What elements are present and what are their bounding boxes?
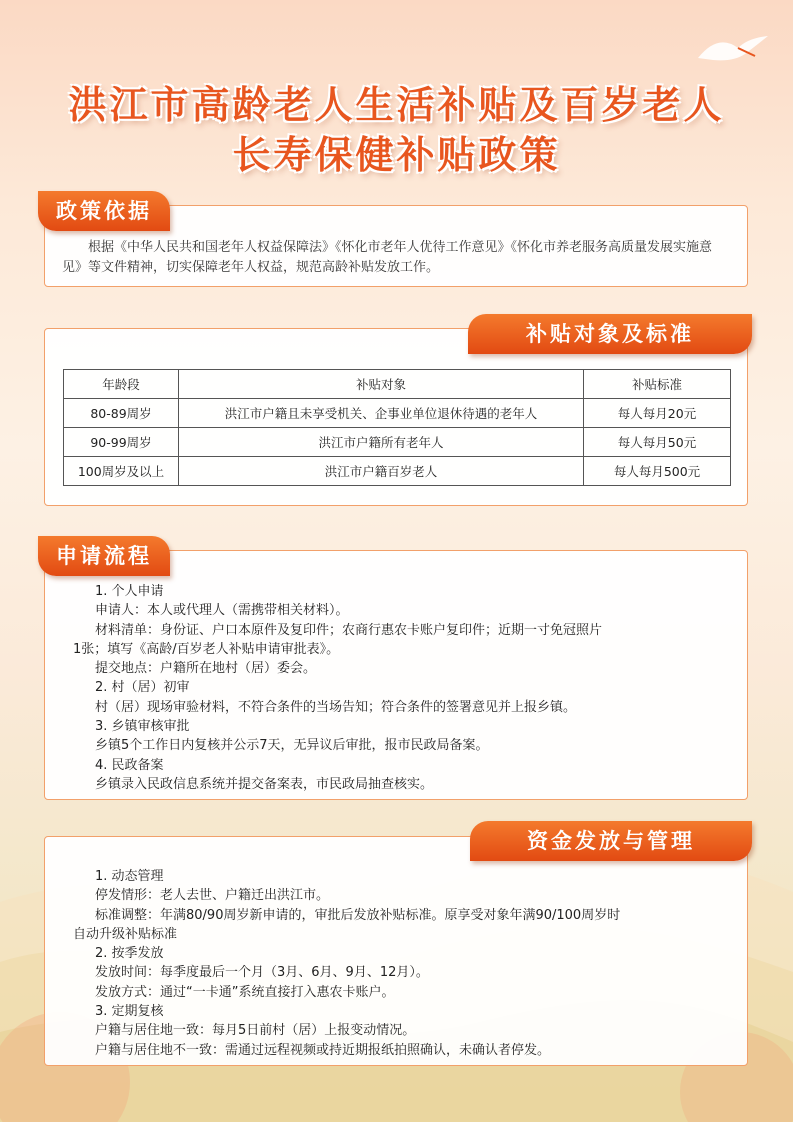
basis-text: 根据《中华人民共和国老年人权益保障法》《怀化市老年人优待工作意见》《怀化市养老服务高质量发展实施意见》等文件精神，切实保障老年人权益，规范高龄补贴发放工作。 bbox=[62, 240, 713, 275]
process-step-4-heading: 4. 民政备案 bbox=[95, 757, 164, 773]
cell-standard: 每人每月50元 bbox=[584, 428, 731, 457]
process-tag: 申请流程 bbox=[38, 536, 170, 576]
page-title-line2: 长寿保健补贴政策 bbox=[232, 132, 561, 177]
funds-line: 标准调整：年满80/90周岁新申请的，审批后发放补贴标准。原享受对象年满90/100周岁时 bbox=[95, 907, 621, 923]
page-title-line1: 洪江市高龄老人生活补贴及百岁老人 bbox=[68, 82, 725, 127]
funds-line: 户籍与居住地不一致：需通过远程视频或持近期报纸拍照确认，未确认者停发。 bbox=[95, 1042, 551, 1058]
cell-target: 洪江市户籍且未享受机关、企事业单位退休待遇的老年人 bbox=[179, 399, 584, 428]
cell-age: 80-89周岁 bbox=[64, 399, 179, 428]
process-list bbox=[73, 582, 602, 794]
table-row bbox=[64, 399, 731, 428]
funds-line: 自动升级补贴标准 bbox=[73, 926, 178, 942]
funds-tag: 资金发放与管理 bbox=[470, 821, 752, 861]
funds-line: 发放方式：通过“一卡通”系统直接打入惠农卡账户。 bbox=[95, 984, 395, 1000]
funds-line: 户籍与居住地一致：每月5日前村（居）上报变动情况。 bbox=[95, 1023, 416, 1039]
basis-tag: 政策依据 bbox=[38, 191, 170, 231]
process-line: 乡镇录入民政信息系统并提交备案表，市民政局抽查核实。 bbox=[95, 776, 434, 792]
col-header-standard: 补贴标准 bbox=[584, 370, 731, 399]
process-step-3-heading: 3. 乡镇审核审批 bbox=[95, 719, 190, 735]
crane-icon bbox=[693, 28, 773, 78]
process-step-2-heading: 2. 村（居）初审 bbox=[95, 680, 190, 696]
cell-target: 洪江市户籍所有老年人 bbox=[179, 428, 584, 457]
process-line: 申请人：本人或代理人（需携带相关材料）。 bbox=[95, 603, 349, 619]
cell-age: 100周岁及以上 bbox=[64, 457, 179, 486]
table-row bbox=[64, 428, 731, 457]
funds-step-1-heading: 1. 动态管理 bbox=[95, 869, 164, 884]
subsidy-table bbox=[63, 369, 731, 486]
table-row bbox=[64, 457, 731, 486]
process-line: 材料清单：身份证、户口本原件及复印件；农商行惠农卡账户复印件；近期一寸免冠照片 bbox=[95, 622, 603, 638]
funds-list bbox=[73, 867, 620, 1060]
funds-line: 停发情形：老人去世、户籍迁出洪江市。 bbox=[95, 888, 330, 904]
subsidy-tag: 补贴对象及标准 bbox=[468, 314, 752, 354]
col-header-target: 补贴对象 bbox=[179, 370, 584, 399]
cell-age: 90-99周岁 bbox=[64, 428, 179, 457]
cell-target: 洪江市户籍百岁老人 bbox=[179, 457, 584, 486]
process-line: 村（居）现场审验材料，不符合条件的当场告知；符合条件的签署意见并上报乡镇。 bbox=[95, 699, 577, 715]
process-line: 1张；填写《高龄/百岁老人补贴申请审批表》。 bbox=[73, 641, 340, 657]
cell-standard: 每人每月500元 bbox=[584, 457, 731, 486]
process-line: 提交地点：户籍所在地村（居）委会。 bbox=[95, 661, 317, 677]
funds-line: 发放时间：每季度最后一个月（3月、6月、9月、12月）。 bbox=[95, 965, 429, 981]
table-header-row bbox=[64, 370, 731, 399]
funds-step-2-heading: 2. 按季发放 bbox=[95, 946, 164, 962]
cell-standard: 每人每月20元 bbox=[584, 399, 731, 428]
col-header-age: 年龄段 bbox=[64, 370, 179, 399]
process-line: 乡镇5个工作日内复核并公示7天，无异议后审批，报市民政局备案。 bbox=[95, 738, 489, 754]
process-step-1-heading: 1. 个人申请 bbox=[95, 584, 164, 599]
funds-step-3-heading: 3. 定期复核 bbox=[95, 1004, 164, 1020]
